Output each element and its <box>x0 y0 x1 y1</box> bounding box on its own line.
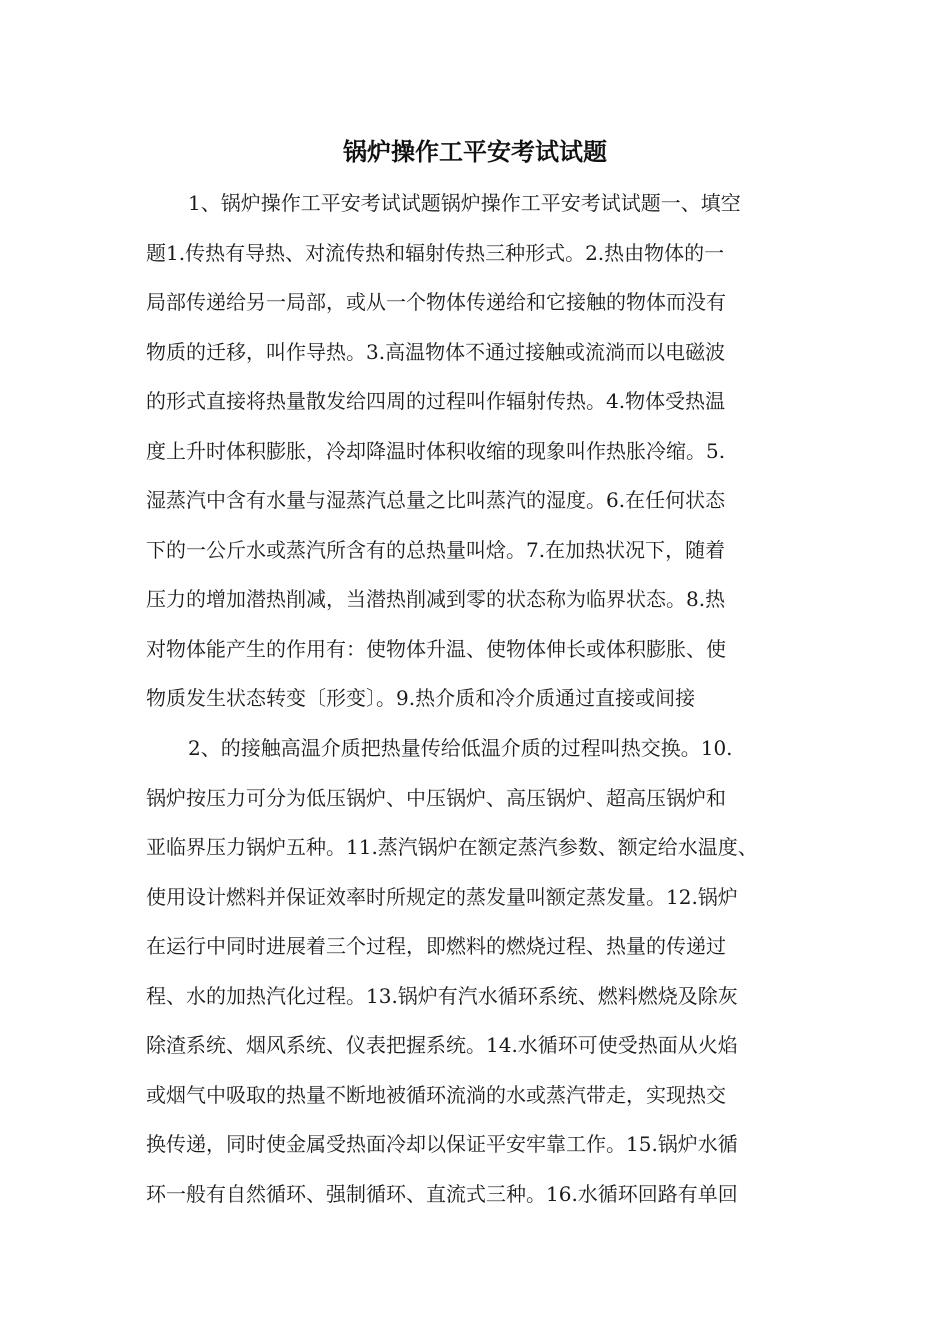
paragraph-line: 换传递，同时使金属受热面冷却以保证平安牢靠工作。15.锅炉水循 <box>146 1132 738 1156</box>
paragraph-line: 1、锅炉操作工平安考试试题锅炉操作工平安考试试题一、填空 <box>188 191 741 215</box>
paragraph-line: 环一般有自然循环、强制循环、直流式三种。16.水循环回路有单回 <box>146 1181 738 1206</box>
document-title: 锅炉操作工平安考试试题 <box>343 137 607 166</box>
paragraph-line: 除渣系统、烟风系统、仪表把握系统。14.水循环可使受热面从火焰 <box>146 1033 738 1057</box>
paragraph-1 <box>146 179 812 724</box>
paragraph-line: 2、的接触高温介质把热量传给低温介质的过程叫热交换。10. <box>188 736 733 760</box>
paragraph-line: 物质的迁移，叫作导热。3.高温物体不通过接触或流淌而以电磁波 <box>146 339 726 364</box>
paragraph-line: 或烟气中吸取的热量不断地被循环流淌的水或蒸汽带走，实现热交 <box>146 1082 726 1107</box>
paragraph-line: 湿蒸汽中含有水量与湿蒸汽总量之比叫蒸汽的湿度。6.在任何状态 <box>146 488 726 512</box>
paragraph-2 <box>146 724 812 1219</box>
paragraph-line: 使用设计燃料并保证效率时所规定的蒸发量叫额定蒸发量。12.锅炉 <box>146 884 738 909</box>
paragraph-line: 局部传递给另一局部，或从一个物体传递给和它接触的物体而没有 <box>146 290 726 314</box>
paragraph-line: 在运行中同时进展着三个过程，即燃料的燃烧过程、热量的传递过 <box>146 934 726 958</box>
paragraph-line: 锅炉按压力可分为低压锅炉、中压锅炉、高压锅炉、超高压锅炉和 <box>146 785 726 810</box>
paragraph-line: 程、水的加热汽化过程。13.锅炉有汽水循环系统、燃料燃烧及除灰 <box>146 983 738 1008</box>
paragraph-line: 题1.传热有导热、对流传热和辐射传热三种形式。2.热由物体的一 <box>146 240 725 265</box>
paragraph-line: 对物体能产生的作用有：使物体升温、使物体伸长或体积膨胀、使 <box>146 636 726 661</box>
paragraph-line: 亚临界压力锅炉五种。11.蒸汽锅炉在额定蒸汽参数、额定给水温度、 <box>146 835 758 859</box>
paragraph-line: 下的一公斤水或蒸汽所含有的总热量叫焓。7.在加热状况下，随着 <box>146 537 726 562</box>
paragraph-line: 的形式直接将热量散发给四周的过程叫作辐射传热。4.物体受热温 <box>146 389 726 413</box>
paragraph-line: 物质发生状态转变〔形变〕。9.热介质和冷介质通过直接或间接 <box>146 686 696 710</box>
paragraph-line: 度上升时体积膨胀，冷却降温时体积收缩的现象叫作热胀冷缩。5. <box>146 438 726 463</box>
paragraph-line: 压力的增加潜热削减，当潜热削减到零的状态称为临界状态。8.热 <box>146 587 726 611</box>
